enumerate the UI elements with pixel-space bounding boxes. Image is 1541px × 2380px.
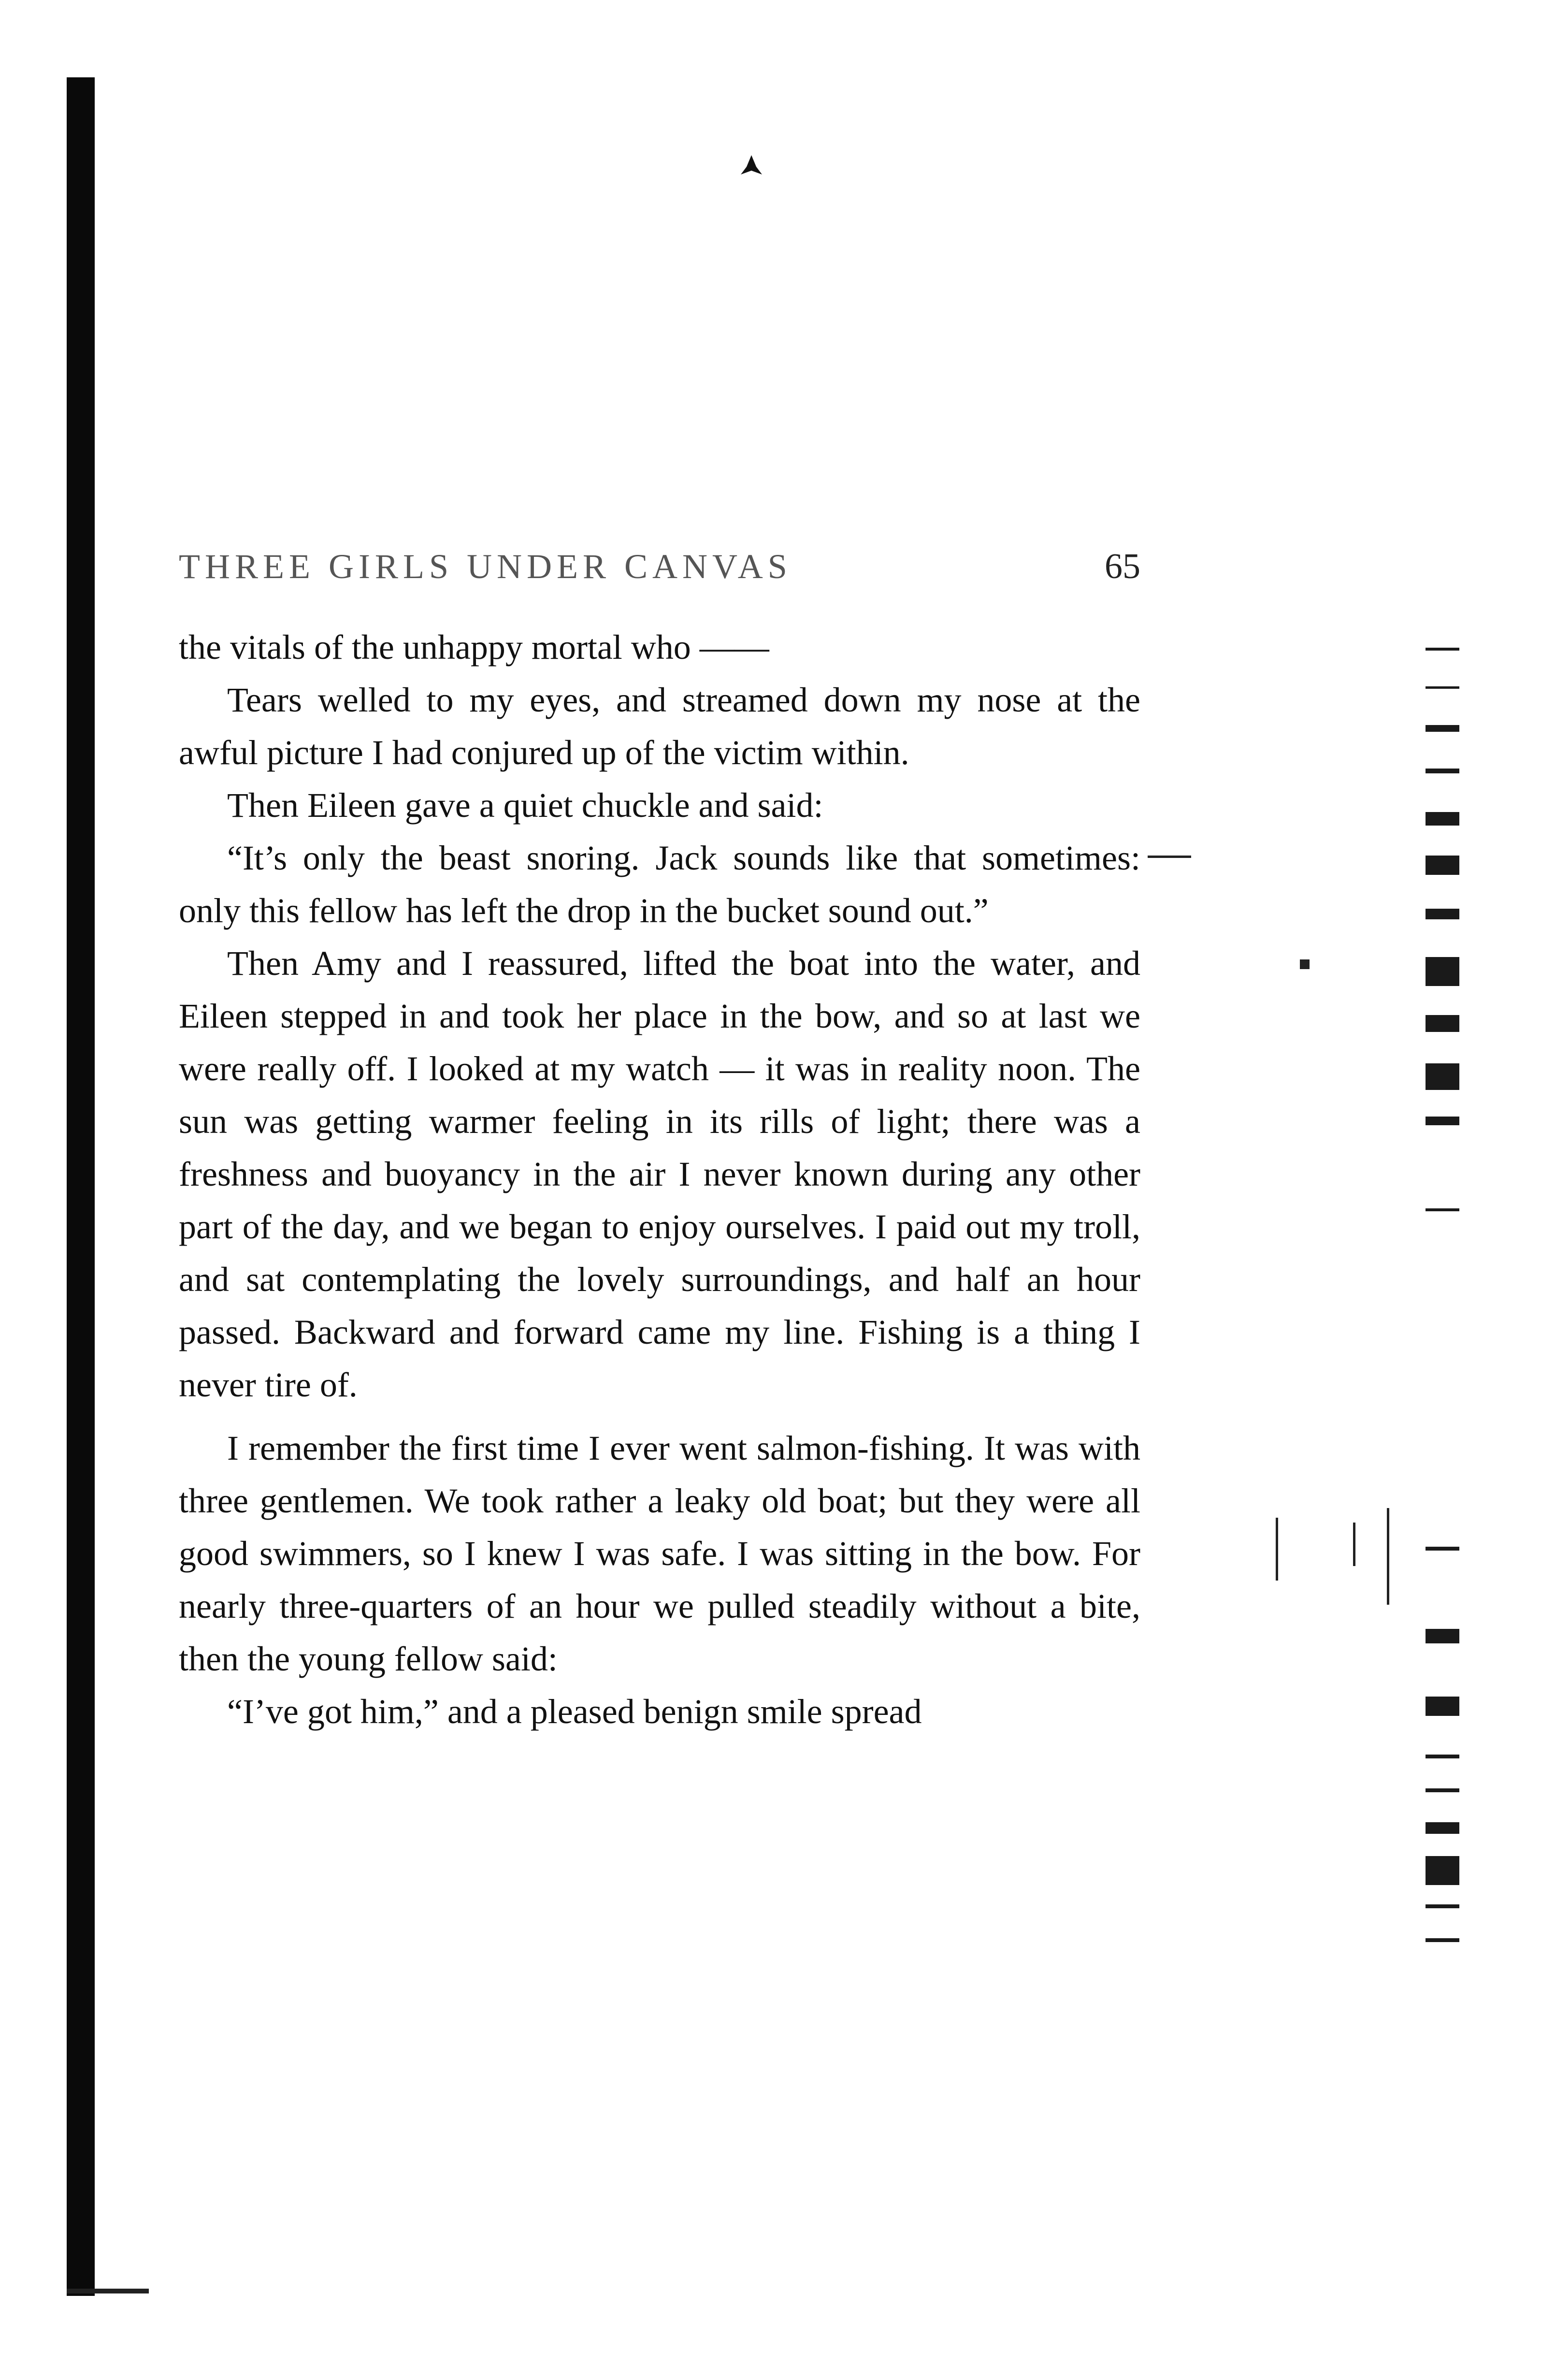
- paragraph: Then Eileen gave a quiet chuckle and said:: [227, 786, 823, 825]
- margin-dash: [1148, 856, 1191, 858]
- paragraph: I remember the first time I ever went salmon-fishing. It was with three gentlemen. We took rather a leaky old boat; but they were all good swimmers, so I knew I was safe. I was sitting in the bow. For nearly three-quarters of an hour we pulled steadily without a bite, then the young fellow said:: [179, 1429, 1140, 1678]
- edge-mark: [1426, 1938, 1459, 1942]
- running-title: THREE GIRLS UNDER CANVAS: [179, 547, 792, 586]
- edge-mark: [1426, 1117, 1459, 1125]
- edge-mark: [1426, 1063, 1459, 1090]
- binding-shadow: [67, 77, 95, 2296]
- edge-mark: [1426, 1856, 1459, 1885]
- edge-mark: [1426, 1697, 1459, 1716]
- paragraph: Then Amy and I reassured, lifted the boat into the water, and Eileen stepped in and took her place in the bow, and so at last we were really off. I looked at my watch — it was in reality noon. The sun was getting warmer feeling in its rills of light; there was a freshness and buoyancy in the air I never known during any other part of the day, and we began to enjoy ourselves. I paid out my troll, and sat contemplating the lovely surroundings, and half an hour passed. Backward and forward came my line. Fishing is a thing I never tire of.: [179, 944, 1140, 1404]
- edge-mark: [1426, 909, 1459, 919]
- margin-line: [1353, 1523, 1355, 1566]
- binding-foot-line: [67, 2289, 149, 2293]
- edge-mark: [1426, 686, 1459, 689]
- paragraph: Tears welled to my eyes, and streamed down my nose at the awful picture I had conjured up of the victim within.: [179, 681, 1140, 772]
- running-head: [179, 546, 1140, 599]
- edge-mark: [1426, 1904, 1459, 1908]
- paragraph: “It’s only the beast snoring. Jack sounds like that sometimes: only this fellow has left the drop in the bucket sound out.”: [179, 839, 1140, 930]
- margin-mark: [1300, 959, 1310, 969]
- edge-mark: [1426, 725, 1459, 732]
- edge-mark: [1426, 957, 1459, 986]
- edge-mark: [1426, 1788, 1459, 1792]
- paragraph: the vitals of the unhappy mortal who ——: [179, 628, 769, 667]
- ornament-icon: [737, 152, 766, 181]
- edge-mark: [1426, 1547, 1459, 1551]
- edge-mark: [1426, 1629, 1459, 1643]
- page-edge-marks: [1426, 628, 1464, 2054]
- page-number: 65: [1105, 547, 1140, 586]
- edge-mark: [1426, 1015, 1459, 1032]
- edge-mark: [1426, 1755, 1459, 1758]
- edge-mark: [1426, 769, 1459, 773]
- body-text: [179, 621, 1140, 1738]
- edge-mark: [1426, 648, 1459, 651]
- edge-mark: [1426, 856, 1459, 875]
- paragraph: “I’ve got him,” and a pleased benign smile spread: [227, 1692, 922, 1731]
- edge-mark: [1426, 812, 1459, 826]
- margin-line: [1276, 1518, 1278, 1581]
- margin-line: [1387, 1508, 1389, 1605]
- edge-mark: [1426, 1822, 1459, 1834]
- edge-mark: [1426, 1208, 1459, 1211]
